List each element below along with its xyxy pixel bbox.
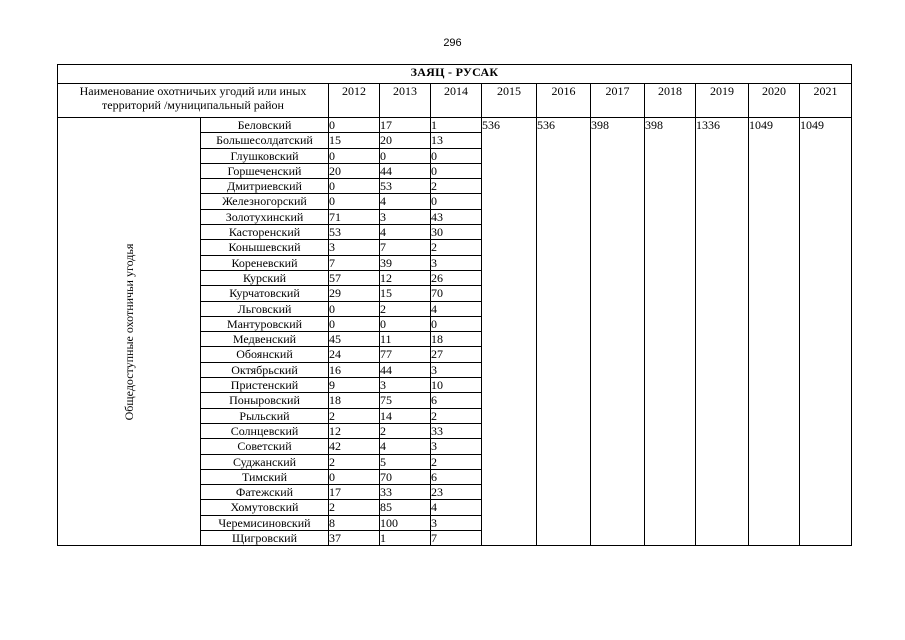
district-name: Глушковский — [201, 148, 329, 163]
value-2012: 20 — [329, 163, 380, 178]
value-2014: 3 — [431, 362, 482, 377]
value-2012: 12 — [329, 423, 380, 438]
district-name: Поныровский — [201, 393, 329, 408]
value-2013: 15 — [380, 286, 431, 301]
district-name: Черемисиновский — [201, 515, 329, 530]
header-year: 2013 — [380, 84, 431, 118]
district-name: Железногорский — [201, 194, 329, 209]
value-2013: 33 — [380, 485, 431, 500]
value-2012: 0 — [329, 148, 380, 163]
total-2021: 1049 — [800, 118, 852, 546]
value-2013: 2 — [380, 423, 431, 438]
value-2012: 0 — [329, 179, 380, 194]
total-2019: 1336 — [696, 118, 749, 546]
value-2013: 85 — [380, 500, 431, 515]
value-2012: 0 — [329, 194, 380, 209]
value-2012: 16 — [329, 362, 380, 377]
value-2013: 44 — [380, 163, 431, 178]
value-2012: 17 — [329, 485, 380, 500]
value-2012: 0 — [329, 469, 380, 484]
value-2012: 37 — [329, 531, 380, 546]
value-2013: 39 — [380, 255, 431, 270]
value-2013: 0 — [380, 148, 431, 163]
value-2012: 53 — [329, 225, 380, 240]
value-2013: 20 — [380, 133, 431, 148]
value-2013: 44 — [380, 362, 431, 377]
district-name: Курчатовский — [201, 286, 329, 301]
district-name: Беловский — [201, 118, 329, 133]
value-2014: 1 — [431, 118, 482, 133]
value-2013: 77 — [380, 347, 431, 362]
value-2013: 70 — [380, 469, 431, 484]
value-2012: 15 — [329, 133, 380, 148]
value-2012: 24 — [329, 347, 380, 362]
district-name: Солнцевский — [201, 423, 329, 438]
value-2014: 2 — [431, 408, 482, 423]
district-name: Кореневский — [201, 255, 329, 270]
total-2015: 536 — [482, 118, 537, 546]
value-2014: 27 — [431, 347, 482, 362]
district-name: Октябрьский — [201, 362, 329, 377]
value-2013: 5 — [380, 454, 431, 469]
value-2012: 57 — [329, 270, 380, 285]
header-row — [58, 84, 852, 118]
value-2012: 3 — [329, 240, 380, 255]
header-year: 2017 — [591, 84, 645, 118]
district-name: Льговский — [201, 301, 329, 316]
district-name: Хомутовский — [201, 500, 329, 515]
header-year: 2016 — [537, 84, 591, 118]
district-name: Обоянский — [201, 347, 329, 362]
district-name: Конышевский — [201, 240, 329, 255]
value-2012: 2 — [329, 500, 380, 515]
district-name: Пристенский — [201, 378, 329, 393]
value-2012: 42 — [329, 439, 380, 454]
total-2016: 536 — [537, 118, 591, 546]
district-name: Горшеченский — [201, 163, 329, 178]
value-2014: 10 — [431, 378, 482, 393]
value-2012: 71 — [329, 209, 380, 224]
total-2017: 398 — [591, 118, 645, 546]
value-2014: 0 — [431, 163, 482, 178]
value-2014: 3 — [431, 439, 482, 454]
value-2013: 4 — [380, 194, 431, 209]
value-2014: 3 — [431, 515, 482, 530]
value-2014: 26 — [431, 270, 482, 285]
value-2013: 100 — [380, 515, 431, 530]
title-row — [58, 65, 852, 84]
value-2014: 2 — [431, 179, 482, 194]
value-2012: 18 — [329, 393, 380, 408]
value-2013: 7 — [380, 240, 431, 255]
value-2013: 75 — [380, 393, 431, 408]
total-2018: 398 — [645, 118, 696, 546]
district-name: Рыльский — [201, 408, 329, 423]
value-2012: 0 — [329, 301, 380, 316]
district-name: Щигровский — [201, 531, 329, 546]
value-2012: 2 — [329, 454, 380, 469]
value-2014: 4 — [431, 500, 482, 515]
value-2013: 12 — [380, 270, 431, 285]
header-year: 2014 — [431, 84, 482, 118]
value-2012: 45 — [329, 332, 380, 347]
value-2012: 29 — [329, 286, 380, 301]
value-2014: 0 — [431, 194, 482, 209]
value-2014: 2 — [431, 454, 482, 469]
value-2014: 43 — [431, 209, 482, 224]
value-2013: 3 — [380, 209, 431, 224]
page-number: 296 — [443, 37, 462, 49]
value-2014: 13 — [431, 133, 482, 148]
district-name: Курский — [201, 270, 329, 285]
value-2012: 0 — [329, 118, 380, 133]
value-2013: 14 — [380, 408, 431, 423]
district-name: Большесолдатский — [201, 133, 329, 148]
district-name: Золотухинский — [201, 209, 329, 224]
value-2013: 17 — [380, 118, 431, 133]
value-2014: 70 — [431, 286, 482, 301]
value-2013: 3 — [380, 378, 431, 393]
header-name-column: Наименование охотничьих угодий или иных территорий /муниципальный район — [58, 84, 329, 118]
header-year: 2019 — [696, 84, 749, 118]
value-2014: 7 — [431, 531, 482, 546]
category-label: Общедоступные охотничьи угодья — [122, 243, 136, 421]
header-year: 2015 — [482, 84, 537, 118]
total-2020: 1049 — [749, 118, 800, 546]
district-name: Тимский — [201, 469, 329, 484]
table-title: ЗАЯЦ - РУСАК — [58, 65, 852, 84]
value-2014: 4 — [431, 301, 482, 316]
table-row — [58, 118, 852, 133]
district-name: Фатежский — [201, 485, 329, 500]
value-2014: 30 — [431, 225, 482, 240]
value-2012: 0 — [329, 316, 380, 331]
value-2014: 3 — [431, 255, 482, 270]
value-2014: 2 — [431, 240, 482, 255]
value-2013: 4 — [380, 225, 431, 240]
value-2013: 2 — [380, 301, 431, 316]
header-year: 2020 — [749, 84, 800, 118]
value-2013: 1 — [380, 531, 431, 546]
header-year: 2021 — [800, 84, 852, 118]
district-name: Касторенский — [201, 225, 329, 240]
district-name: Медвенский — [201, 332, 329, 347]
value-2012: 7 — [329, 255, 380, 270]
value-2014: 33 — [431, 423, 482, 438]
header-year: 2018 — [645, 84, 696, 118]
district-name: Суджанский — [201, 454, 329, 469]
value-2013: 11 — [380, 332, 431, 347]
value-2014: 6 — [431, 469, 482, 484]
value-2012: 2 — [329, 408, 380, 423]
value-2014: 18 — [431, 332, 482, 347]
value-2013: 53 — [380, 179, 431, 194]
value-2012: 8 — [329, 515, 380, 530]
district-name: Дмитриевский — [201, 179, 329, 194]
district-name: Советский — [201, 439, 329, 454]
value-2012: 9 — [329, 378, 380, 393]
value-2014: 6 — [431, 393, 482, 408]
value-2013: 4 — [380, 439, 431, 454]
value-2014: 0 — [431, 316, 482, 331]
value-2014: 23 — [431, 485, 482, 500]
header-year: 2012 — [329, 84, 380, 118]
value-2013: 0 — [380, 316, 431, 331]
category-cell — [58, 118, 201, 546]
value-2014: 0 — [431, 148, 482, 163]
district-name: Мантуровский — [201, 316, 329, 331]
hare-count-table — [57, 64, 852, 546]
